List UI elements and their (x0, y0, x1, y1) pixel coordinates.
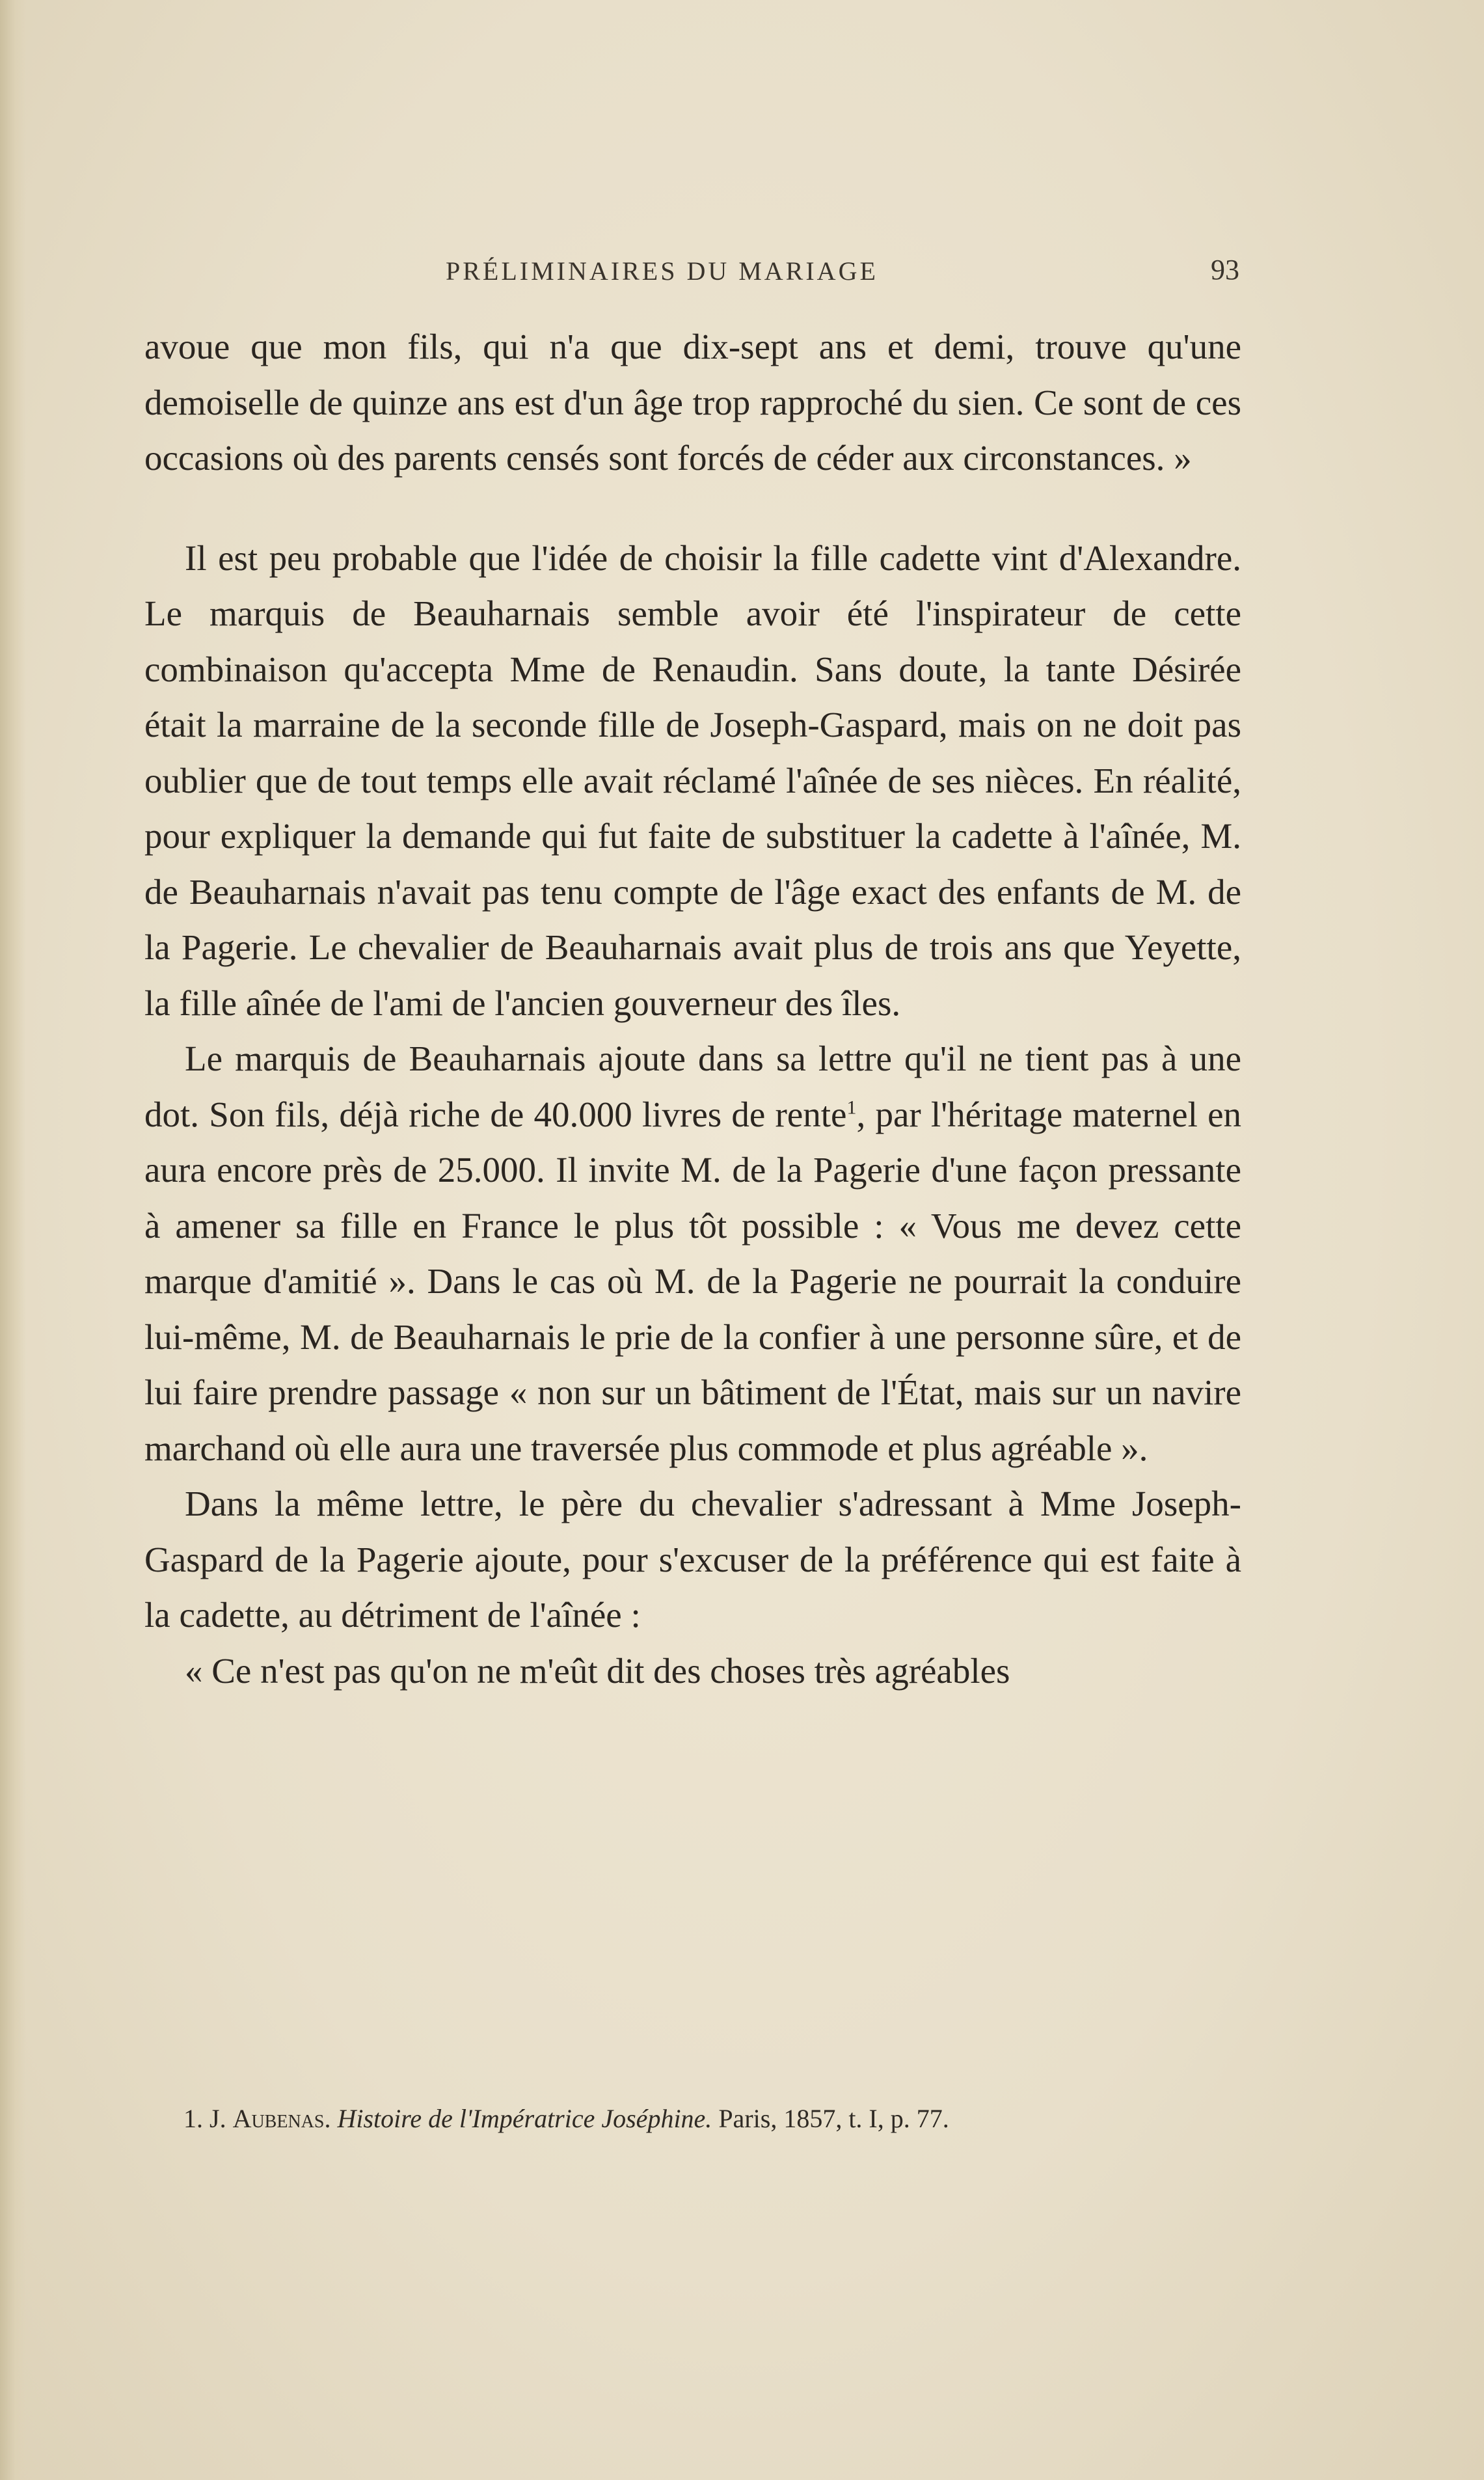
binding-shadow (0, 0, 26, 2480)
paragraph-2-part-2: , par l'héritage maternel en aura encore près de 25.000. Il invite M. de la Pagerie d'une façon pressante à amener sa fille en France le plus tôt possible : « Vous me devez cette marque d'amitié ». Dans le cas où M. de la Pagerie ne pourrait la conduire lui-même, M. de Beauharnais le prie de la confier à une personne sûre, et de lui faire prendre passage « non sur un bâtiment de l'État, mais sur un navire marchand où elle aura une traversée plus commode et plus agréable ». (144, 1094, 1241, 1468)
page-header (146, 251, 1239, 296)
footnote (183, 2101, 1241, 2137)
paragraph-continuation: avoue que mon fils, qui n'a que dix-sept ans et demi, trouve qu'une demoiselle de quinze ans est d'un âge trop rapproché du sien. Ce sont de ces occasions où des parents censés sont forcés de céder aux circonstances. » (144, 327, 1241, 478)
page-number: 93 (1211, 254, 1239, 286)
footnote-author: Aubenas. (232, 2104, 331, 2133)
body-text (144, 319, 1241, 1698)
paragraph-2-part-1: Le marquis de Beauharnais ajoute dans sa lettre qu'il ne tient pas à une dot. Son fils, déjà riche de 40.000 livres de rente (144, 1039, 1241, 1134)
running-head: PRÉLIMINAIRES DU MARIAGE (446, 256, 878, 286)
footnote-number: 1. J. (183, 2104, 226, 2133)
footnote-title: Histoire de l'Impératrice Joséphine. (337, 2104, 712, 2133)
paragraph-2 (144, 1031, 1241, 1476)
paragraph-1: Il est peu probable que l'idée de choisir la fille cadette vint d'Alexandre. Le marquis de Beauharnais semble avoir été l'inspirateur de cette combinaison qu'accepta Mme de Renaudin. Sans doute, la tante Désirée était la marraine de la seconde fille de Joseph-Gaspard, mais on ne doit pas oublier que de tout temps elle avait réclamé l'aînée de ses nièces. En réalité, pour expliquer la demande qui fut faite de substituer la cadette à l'aînée, M. de Beauharnais n'avait pas tenu compte de l'âge exact des enfants de M. de la Pagerie. Le chevalier de Beauharnais avait plus de trois ans que Yeyette, la fille aînée de l'ami de l'ancien gouverneur des îles. (144, 538, 1241, 1023)
paragraph-4: « Ce n'est pas qu'on ne m'eût dit des choses très agréables (185, 1650, 1010, 1691)
footnote-marker: 1 (846, 1097, 857, 1119)
footnote-details: Paris, 1857, t. I, p. 77. (718, 2104, 949, 2133)
paragraph-3: Dans la même lettre, le père du chevalier s'adressant à Mme Joseph-Gaspard de la Pagerie ajoute, pour s'excuser de la préférence qui est faite à la cadette, au détriment de l'aînée : (144, 1484, 1241, 1635)
